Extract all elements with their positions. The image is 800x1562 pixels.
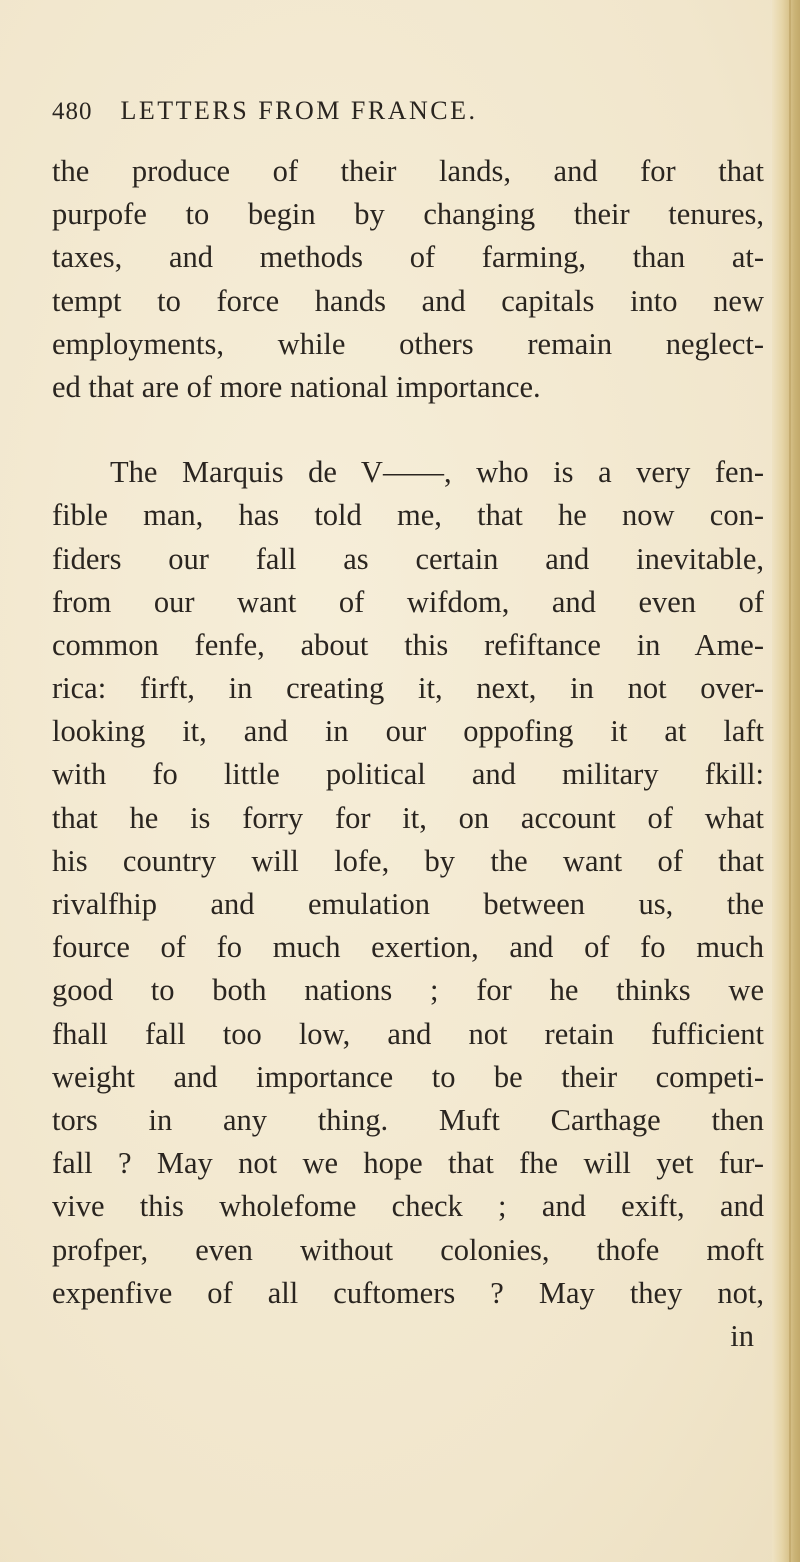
text-line: fiders our fall as certain and inevitable, xyxy=(52,541,764,576)
body-text xyxy=(52,150,764,1358)
text-line: with fo little political and military fkill: xyxy=(52,757,764,792)
text-line: purpofe to begin by changing their tenures, xyxy=(52,197,764,232)
text-line: his country will lofe, by the want of that xyxy=(52,843,764,878)
catchword: in xyxy=(730,1318,754,1353)
text-line: fhall fall too low, and not retain fufficient xyxy=(52,1016,764,1051)
text-line: tors in any thing. Muft Carthage then xyxy=(52,1102,764,1137)
running-title: LETTERS FROM FRANCE. xyxy=(120,96,478,125)
text-line: good to both nations ; for he thinks we xyxy=(52,973,764,1008)
text-line: The Marquis de V——, who is a very fen- xyxy=(110,455,764,490)
text-line: the produce of their lands, and for that xyxy=(52,154,764,188)
text-line: rivalfhip and emulation between us, the xyxy=(52,887,764,921)
text-line: employments, while others remain neglect- xyxy=(52,326,764,361)
text-line: ed that are of more national importance. xyxy=(52,369,541,404)
text-line: rica: firft, in creating it, next, in not over- xyxy=(52,671,764,706)
page-header xyxy=(52,96,478,142)
text-line: fible man, has told me, that he now con- xyxy=(52,498,764,533)
paragraph-gap xyxy=(52,409,764,451)
page-edge-line xyxy=(789,0,791,1562)
text-line: weight and importance to be their competi- xyxy=(52,1059,764,1094)
text-line: looking it, and in our oppofing it at laft xyxy=(52,714,764,749)
text-line: expenfive of all cuftomers ? May they not, xyxy=(52,1275,764,1310)
text-line: taxes, and methods of farming, than at- xyxy=(52,240,764,275)
text-line: fall ? May not we hope that fhe will yet fur- xyxy=(52,1146,764,1181)
text-line: profper, even without colonies, thofe moft xyxy=(52,1232,764,1267)
text-line: vive this wholefome check ; and exift, and xyxy=(52,1189,764,1224)
paragraph-1 xyxy=(52,150,764,409)
page-number: 480 xyxy=(52,98,93,125)
text-line: fource of fo much exertion, and of fo much xyxy=(52,930,764,965)
text-line: from our want of wifdom, and even of xyxy=(52,584,764,619)
text-line: tempt to force hands and capitals into new xyxy=(52,283,764,318)
paragraph-2 xyxy=(52,451,764,1315)
page-edge xyxy=(772,0,800,1562)
text-line: that he is forry for it, on account of what xyxy=(52,800,764,835)
text-line: common fenfe, about this refiftance in Ame- xyxy=(52,627,764,662)
